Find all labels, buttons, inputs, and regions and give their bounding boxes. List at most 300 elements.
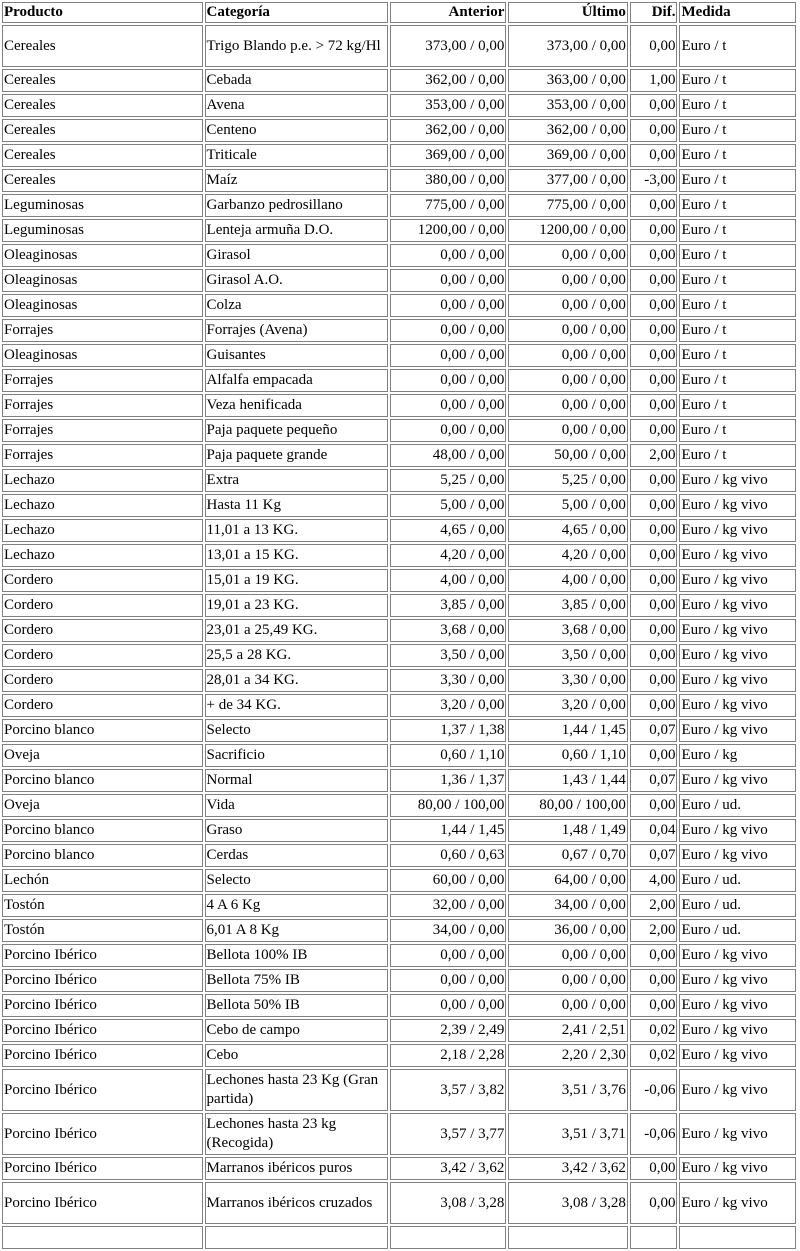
cell-medida: Euro / ud. [679, 894, 796, 917]
cell-ultimo: 3,08 / 3,28 [508, 1182, 628, 1224]
cell-anterior: 3,57 / 3,82 [390, 1069, 506, 1111]
cell-ultimo: 353,00 / 0,00 [508, 94, 628, 117]
cell-producto: Cereales [2, 69, 203, 92]
cell-dif: 0,04 [630, 819, 678, 842]
cell-dif: 0,00 [630, 619, 678, 642]
cell-producto: Porcino blanco [2, 769, 203, 792]
cell-categoria: Veza henificada [205, 394, 388, 417]
cell-categoria [205, 1226, 388, 1249]
table-body [2, 25, 796, 1249]
header-medida: Medida [679, 2, 796, 23]
cell-ultimo: 64,00 / 0,00 [508, 869, 628, 892]
table-row [2, 25, 796, 67]
cell-dif: 0,00 [630, 494, 678, 517]
cell-medida [679, 1226, 796, 1249]
cell-producto: Cordero [2, 694, 203, 717]
table-row [2, 569, 796, 592]
cell-anterior: 1,37 / 1,38 [390, 719, 506, 742]
cell-categoria: Colza [205, 294, 388, 317]
cell-producto: Oleaginosas [2, 294, 203, 317]
cell-dif: 0,00 [630, 744, 678, 767]
table-row [2, 444, 796, 467]
cell-categoria: Hasta 11 Kg [205, 494, 388, 517]
cell-medida: Euro / t [679, 194, 796, 217]
cell-medida: Euro / kg vivo [679, 819, 796, 842]
cell-producto: Cordero [2, 669, 203, 692]
cell-dif: 0,00 [630, 394, 678, 417]
cell-producto: Porcino blanco [2, 719, 203, 742]
cell-ultimo: 363,00 / 0,00 [508, 69, 628, 92]
cell-medida: Euro / t [679, 419, 796, 442]
cell-producto: Porcino Ibérico [2, 1157, 203, 1180]
cell-ultimo: 1200,00 / 0,00 [508, 219, 628, 242]
cell-anterior: 362,00 / 0,00 [390, 69, 506, 92]
table-row [2, 119, 796, 142]
cell-producto: Lechón [2, 869, 203, 892]
cell-anterior: 60,00 / 0,00 [390, 869, 506, 892]
cell-ultimo: 0,00 / 0,00 [508, 994, 628, 1017]
cell-medida: Euro / t [679, 319, 796, 342]
cell-medida: Euro / kg vivo [679, 644, 796, 667]
cell-categoria: Bellota 75% IB [205, 969, 388, 992]
cell-medida: Euro / kg vivo [679, 569, 796, 592]
cell-categoria: Paja paquete grande [205, 444, 388, 467]
cell-producto: Oveja [2, 744, 203, 767]
table-row [2, 94, 796, 117]
cell-dif: 4,00 [630, 869, 678, 892]
cell-categoria: Bellota 100% IB [205, 944, 388, 967]
cell-anterior: 5,00 / 0,00 [390, 494, 506, 517]
cell-ultimo: 50,00 / 0,00 [508, 444, 628, 467]
cell-dif: 0,07 [630, 719, 678, 742]
cell-medida: Euro / kg vivo [679, 844, 796, 867]
cell-dif: 0,00 [630, 644, 678, 667]
cell-producto: Forrajes [2, 319, 203, 342]
table-row [2, 1226, 796, 1249]
cell-producto: Cereales [2, 25, 203, 67]
cell-anterior: 3,57 / 3,77 [390, 1113, 506, 1155]
cell-categoria: Lenteja armuña D.O. [205, 219, 388, 242]
cell-dif: 0,00 [630, 519, 678, 542]
cell-categoria: Graso [205, 819, 388, 842]
cell-anterior: 4,65 / 0,00 [390, 519, 506, 542]
cell-dif: 0,07 [630, 844, 678, 867]
cell-medida: Euro / t [679, 69, 796, 92]
cell-medida: Euro / kg vivo [679, 694, 796, 717]
cell-ultimo: 0,67 / 0,70 [508, 844, 628, 867]
cell-categoria: Garbanzo pedrosillano [205, 194, 388, 217]
cell-ultimo: 0,00 / 0,00 [508, 269, 628, 292]
table-row [2, 594, 796, 617]
cell-anterior: 0,00 / 0,00 [390, 994, 506, 1017]
cell-categoria: Alfalfa empacada [205, 369, 388, 392]
cell-ultimo: 369,00 / 0,00 [508, 144, 628, 167]
cell-ultimo: 362,00 / 0,00 [508, 119, 628, 142]
cell-producto: Forrajes [2, 369, 203, 392]
cell-ultimo: 1,48 / 1,49 [508, 819, 628, 842]
cell-categoria: Extra [205, 469, 388, 492]
header-categoria: Categoría [205, 2, 388, 23]
header-anterior: Anterior [390, 2, 506, 23]
cell-producto: Lechazo [2, 544, 203, 567]
cell-ultimo: 0,00 / 0,00 [508, 294, 628, 317]
cell-dif: -3,00 [630, 169, 678, 192]
cell-medida: Euro / kg vivo [679, 619, 796, 642]
table-row [2, 719, 796, 742]
cell-anterior: 0,60 / 1,10 [390, 744, 506, 767]
cell-categoria: Cebo [205, 1044, 388, 1067]
cell-dif: 0,00 [630, 1182, 678, 1224]
cell-medida: Euro / ud. [679, 794, 796, 817]
cell-anterior: 0,00 / 0,00 [390, 944, 506, 967]
cell-medida: Euro / t [679, 94, 796, 117]
cell-ultimo: 0,00 / 0,00 [508, 344, 628, 367]
cell-ultimo: 3,30 / 0,00 [508, 669, 628, 692]
cell-medida: Euro / t [679, 169, 796, 192]
cell-medida: Euro / kg vivo [679, 519, 796, 542]
table-row [2, 344, 796, 367]
cell-anterior: 3,42 / 3,62 [390, 1157, 506, 1180]
table-row [2, 269, 796, 292]
table-row [2, 494, 796, 517]
cell-dif: 0,00 [630, 694, 678, 717]
cell-dif: 0,00 [630, 244, 678, 267]
cell-producto: Leguminosas [2, 194, 203, 217]
cell-anterior: 3,08 / 3,28 [390, 1182, 506, 1224]
cell-categoria: 13,01 a 15 KG. [205, 544, 388, 567]
header-producto: Producto [2, 2, 203, 23]
cell-dif: 0,00 [630, 569, 678, 592]
table-row [2, 1019, 796, 1042]
cell-ultimo: 4,20 / 0,00 [508, 544, 628, 567]
cell-producto: Cereales [2, 119, 203, 142]
cell-producto: Porcino blanco [2, 844, 203, 867]
cell-producto: Tostón [2, 919, 203, 942]
cell-medida: Euro / kg [679, 744, 796, 767]
table-row [2, 844, 796, 867]
cell-medida: Euro / kg vivo [679, 719, 796, 742]
table-header [2, 2, 796, 23]
header-row [2, 2, 796, 23]
cell-anterior: 373,00 / 0,00 [390, 25, 506, 67]
cell-categoria: Vida [205, 794, 388, 817]
table-row [2, 394, 796, 417]
cell-medida: Euro / kg vivo [679, 594, 796, 617]
cell-anterior: 5,25 / 0,00 [390, 469, 506, 492]
cell-producto: Porcino Ibérico [2, 1019, 203, 1042]
cell-anterior: 0,00 / 0,00 [390, 419, 506, 442]
cell-categoria: Marranos ibéricos cruzados [205, 1182, 388, 1224]
table-row [2, 944, 796, 967]
cell-dif: 0,00 [630, 944, 678, 967]
cell-anterior: 2,18 / 2,28 [390, 1044, 506, 1067]
cell-ultimo: 0,00 / 0,00 [508, 244, 628, 267]
table-row [2, 294, 796, 317]
cell-producto [2, 1226, 203, 1249]
cell-ultimo: 1,44 / 1,45 [508, 719, 628, 742]
cell-ultimo: 0,00 / 0,00 [508, 969, 628, 992]
cell-medida: Euro / kg vivo [679, 1157, 796, 1180]
cell-ultimo: 775,00 / 0,00 [508, 194, 628, 217]
cell-anterior: 380,00 / 0,00 [390, 169, 506, 192]
cell-ultimo: 5,25 / 0,00 [508, 469, 628, 492]
cell-dif: 0,02 [630, 1019, 678, 1042]
cell-dif: 0,00 [630, 144, 678, 167]
table-row [2, 419, 796, 442]
cell-dif: 0,00 [630, 269, 678, 292]
cell-dif [630, 1226, 678, 1249]
cell-producto: Oveja [2, 794, 203, 817]
cell-ultimo: 0,00 / 0,00 [508, 369, 628, 392]
cell-producto: Oleaginosas [2, 344, 203, 367]
cell-categoria: Girasol A.O. [205, 269, 388, 292]
cell-medida: Euro / t [679, 119, 796, 142]
cell-dif: 0,00 [630, 1157, 678, 1180]
cell-anterior: 3,30 / 0,00 [390, 669, 506, 692]
cell-categoria: 23,01 a 25,49 KG. [205, 619, 388, 642]
cell-dif: 2,00 [630, 444, 678, 467]
cell-categoria: Lechones hasta 23 kg (Recogida) [205, 1113, 388, 1155]
cell-medida: Euro / t [679, 344, 796, 367]
cell-categoria: Girasol [205, 244, 388, 267]
cell-anterior [390, 1226, 506, 1249]
cell-anterior: 1,44 / 1,45 [390, 819, 506, 842]
cell-ultimo: 0,00 / 0,00 [508, 394, 628, 417]
cell-categoria: Cerdas [205, 844, 388, 867]
table-row [2, 169, 796, 192]
table-row [2, 994, 796, 1017]
cell-medida: Euro / t [679, 219, 796, 242]
table-row [2, 969, 796, 992]
cell-producto: Cereales [2, 144, 203, 167]
cell-categoria: Normal [205, 769, 388, 792]
cell-ultimo: 5,00 / 0,00 [508, 494, 628, 517]
cell-categoria: 4 A 6 Kg [205, 894, 388, 917]
cell-categoria: Marranos ibéricos puros [205, 1157, 388, 1180]
table-row [2, 819, 796, 842]
cell-anterior: 2,39 / 2,49 [390, 1019, 506, 1042]
cell-categoria: Paja paquete pequeño [205, 419, 388, 442]
cell-producto: Cereales [2, 94, 203, 117]
cell-medida: Euro / kg vivo [679, 994, 796, 1017]
table-row [2, 544, 796, 567]
cell-categoria: 11,01 a 13 KG. [205, 519, 388, 542]
cell-medida: Euro / t [679, 444, 796, 467]
table-row [2, 1157, 796, 1180]
cell-anterior: 0,00 / 0,00 [390, 269, 506, 292]
cell-categoria: Cebada [205, 69, 388, 92]
cell-anterior: 0,60 / 0,63 [390, 844, 506, 867]
cell-categoria: 15,01 a 19 KG. [205, 569, 388, 592]
cell-anterior: 0,00 / 0,00 [390, 394, 506, 417]
cell-medida: Euro / kg vivo [679, 494, 796, 517]
cell-dif: 0,00 [630, 369, 678, 392]
cell-medida: Euro / t [679, 144, 796, 167]
cell-ultimo: 3,51 / 3,71 [508, 1113, 628, 1155]
cell-anterior: 3,50 / 0,00 [390, 644, 506, 667]
table-row [2, 669, 796, 692]
table-row [2, 144, 796, 167]
cell-producto: Leguminosas [2, 219, 203, 242]
cell-ultimo: 0,00 / 0,00 [508, 944, 628, 967]
table-row [2, 694, 796, 717]
cell-producto: Cordero [2, 619, 203, 642]
cell-medida: Euro / t [679, 294, 796, 317]
cell-categoria: Triticale [205, 144, 388, 167]
cell-producto: Porcino Ibérico [2, 1182, 203, 1224]
cell-producto: Cereales [2, 169, 203, 192]
cell-medida: Euro / t [679, 244, 796, 267]
cell-producto: Porcino blanco [2, 819, 203, 842]
cell-dif: 0,00 [630, 419, 678, 442]
cell-categoria: Bellota 50% IB [205, 994, 388, 1017]
cell-dif: 0,00 [630, 294, 678, 317]
table-row [2, 369, 796, 392]
cell-anterior: 362,00 / 0,00 [390, 119, 506, 142]
cell-categoria: 6,01 A 8 Kg [205, 919, 388, 942]
cell-producto: Cordero [2, 644, 203, 667]
cell-dif: 0,00 [630, 969, 678, 992]
cell-ultimo: 0,00 / 0,00 [508, 419, 628, 442]
cell-dif: 0,07 [630, 769, 678, 792]
cell-medida: Euro / kg vivo [679, 669, 796, 692]
cell-anterior: 0,00 / 0,00 [390, 969, 506, 992]
cell-categoria: 19,01 a 23 KG. [205, 594, 388, 617]
cell-dif: 0,00 [630, 119, 678, 142]
cell-medida: Euro / t [679, 394, 796, 417]
cell-producto: Porcino Ibérico [2, 969, 203, 992]
table-row [2, 69, 796, 92]
cell-anterior: 0,00 / 0,00 [390, 369, 506, 392]
cell-categoria: 25,5 a 28 KG. [205, 644, 388, 667]
cell-ultimo: 36,00 / 0,00 [508, 919, 628, 942]
cell-medida: Euro / ud. [679, 919, 796, 942]
cell-producto: Lechazo [2, 519, 203, 542]
cell-ultimo: 4,00 / 0,00 [508, 569, 628, 592]
cell-ultimo: 80,00 / 100,00 [508, 794, 628, 817]
cell-categoria: Maíz [205, 169, 388, 192]
cell-producto: Porcino Ibérico [2, 994, 203, 1017]
cell-producto: Porcino Ibérico [2, 1044, 203, 1067]
table-row [2, 194, 796, 217]
cell-ultimo: 3,20 / 0,00 [508, 694, 628, 717]
cell-medida: Euro / kg vivo [679, 469, 796, 492]
cell-ultimo: 373,00 / 0,00 [508, 25, 628, 67]
table-row [2, 919, 796, 942]
cell-dif: 2,00 [630, 919, 678, 942]
table-row [2, 319, 796, 342]
cell-ultimo: 3,50 / 0,00 [508, 644, 628, 667]
header-dif: Dif. [630, 2, 678, 23]
cell-categoria: Trigo Blando p.e. > 72 kg/Hl [205, 25, 388, 67]
cell-anterior: 0,00 / 0,00 [390, 294, 506, 317]
cell-dif: 2,00 [630, 894, 678, 917]
cell-categoria: Sacrificio [205, 744, 388, 767]
cell-categoria: Avena [205, 94, 388, 117]
cell-ultimo [508, 1226, 628, 1249]
cell-producto: Porcino Ibérico [2, 944, 203, 967]
cell-anterior: 0,00 / 0,00 [390, 344, 506, 367]
table-row [2, 1069, 796, 1111]
cell-producto: Tostón [2, 894, 203, 917]
cell-anterior: 34,00 / 0,00 [390, 919, 506, 942]
cell-ultimo: 1,43 / 1,44 [508, 769, 628, 792]
cell-anterior: 4,20 / 0,00 [390, 544, 506, 567]
cell-medida: Euro / t [679, 369, 796, 392]
table-row [2, 794, 796, 817]
cell-medida: Euro / kg vivo [679, 1069, 796, 1111]
cell-categoria: Guisantes [205, 344, 388, 367]
cell-anterior: 32,00 / 0,00 [390, 894, 506, 917]
cell-anterior: 1,36 / 1,37 [390, 769, 506, 792]
cell-anterior: 1200,00 / 0,00 [390, 219, 506, 242]
cell-ultimo: 2,20 / 2,30 [508, 1044, 628, 1067]
cell-anterior: 369,00 / 0,00 [390, 144, 506, 167]
cell-anterior: 48,00 / 0,00 [390, 444, 506, 467]
table-row [2, 869, 796, 892]
cell-categoria: + de 34 KG. [205, 694, 388, 717]
cell-dif: 0,00 [630, 344, 678, 367]
cell-anterior: 3,68 / 0,00 [390, 619, 506, 642]
table-row [2, 644, 796, 667]
header-ultimo: Último [508, 2, 628, 23]
table-row [2, 744, 796, 767]
cell-ultimo: 0,00 / 0,00 [508, 319, 628, 342]
cell-categoria: Selecto [205, 869, 388, 892]
cell-producto: Cordero [2, 594, 203, 617]
cell-medida: Euro / t [679, 25, 796, 67]
table-row [2, 219, 796, 242]
cell-dif: 0,00 [630, 994, 678, 1017]
table-row [2, 1044, 796, 1067]
cell-anterior: 3,85 / 0,00 [390, 594, 506, 617]
cell-dif: 0,00 [630, 194, 678, 217]
cell-categoria: Lechones hasta 23 Kg (Gran partida) [205, 1069, 388, 1111]
cell-ultimo: 377,00 / 0,00 [508, 169, 628, 192]
cell-producto: Forrajes [2, 444, 203, 467]
cell-dif: 0,02 [630, 1044, 678, 1067]
cell-producto: Forrajes [2, 394, 203, 417]
cell-dif: 0,00 [630, 794, 678, 817]
cell-producto: Porcino Ibérico [2, 1113, 203, 1155]
cell-anterior: 4,00 / 0,00 [390, 569, 506, 592]
cell-medida: Euro / t [679, 269, 796, 292]
cell-producto: Porcino Ibérico [2, 1069, 203, 1111]
table-row [2, 469, 796, 492]
cell-dif: -0,06 [630, 1113, 678, 1155]
table-row [2, 1182, 796, 1224]
cell-producto: Oleaginosas [2, 269, 203, 292]
cell-medida: Euro / kg vivo [679, 944, 796, 967]
cell-dif: 0,00 [630, 319, 678, 342]
cell-ultimo: 34,00 / 0,00 [508, 894, 628, 917]
table-row [2, 769, 796, 792]
cell-medida: Euro / ud. [679, 869, 796, 892]
table-row [2, 244, 796, 267]
cell-ultimo: 3,51 / 3,76 [508, 1069, 628, 1111]
cell-categoria: Forrajes (Avena) [205, 319, 388, 342]
cell-medida: Euro / kg vivo [679, 1019, 796, 1042]
cell-anterior: 0,00 / 0,00 [390, 244, 506, 267]
cell-producto: Lechazo [2, 494, 203, 517]
cell-categoria: Centeno [205, 119, 388, 142]
cell-ultimo: 3,42 / 3,62 [508, 1157, 628, 1180]
cell-medida: Euro / kg vivo [679, 1182, 796, 1224]
cell-medida: Euro / kg vivo [679, 769, 796, 792]
cell-dif: 0,00 [630, 25, 678, 67]
cell-medida: Euro / kg vivo [679, 1044, 796, 1067]
cell-medida: Euro / kg vivo [679, 1113, 796, 1155]
